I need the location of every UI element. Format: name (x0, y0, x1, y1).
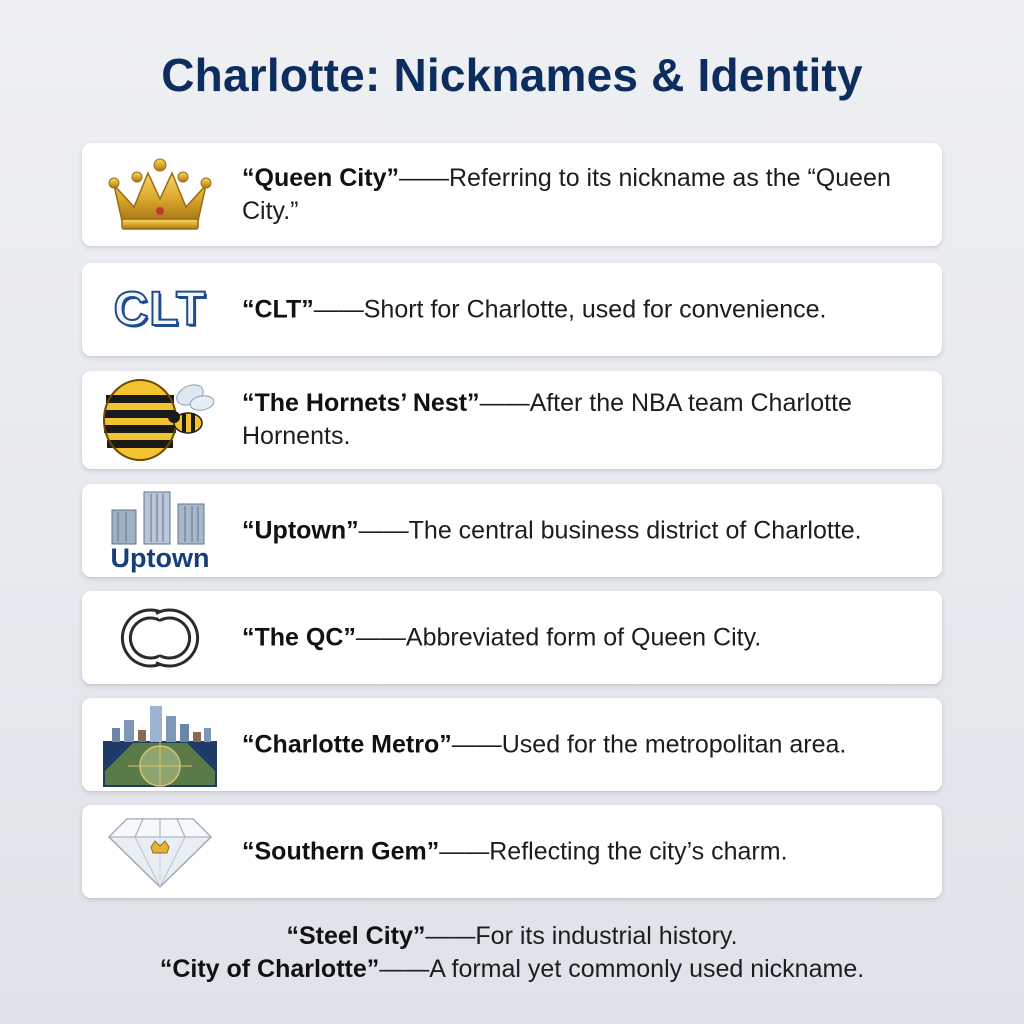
uptown-logo-text: Uptown (110, 542, 210, 573)
nickname-text (242, 162, 922, 228)
nickname-term: “City of Charlotte” (159, 955, 380, 983)
nickname-description: For its industrial history. (475, 922, 738, 950)
nickname-text (242, 293, 922, 326)
nickname-text (242, 835, 922, 868)
nickname-card-the-qc (82, 591, 942, 684)
clt-logo-text: CLT (113, 283, 207, 336)
nickname-text (242, 728, 922, 761)
nickname-description: The central business district of Charlotte. (408, 516, 862, 544)
nickname-card-queen-city (82, 143, 942, 246)
em-dash: —— (479, 389, 530, 417)
nickname-text (242, 621, 922, 654)
em-dash: —— (358, 516, 409, 544)
additional-nicknames (0, 920, 1024, 986)
em-dash: —— (398, 163, 449, 192)
nickname-description: A formal yet commonly used nickname. (429, 955, 865, 983)
nickname-term: “CLT” (242, 295, 314, 323)
em-dash: —— (313, 295, 364, 323)
diamond-icon (96, 806, 224, 898)
em-dash: —— (355, 623, 406, 651)
em-dash: —— (451, 730, 502, 758)
nickname-term: “The Hornets’ Nest” (242, 389, 480, 417)
nickname-term: “Steel City” (286, 922, 426, 950)
nickname-card-hornets-nest (82, 371, 942, 469)
nickname-description: Short for Charlotte, used for convenience. (363, 295, 827, 323)
nickname-term: “The QC” (242, 623, 356, 651)
clt-logo-icon (96, 264, 224, 356)
nickname-card-southern-gem (82, 805, 942, 898)
skyline-icon (96, 488, 224, 574)
nickname-term: “Southern Gem” (242, 837, 440, 865)
metro-map-icon (96, 699, 224, 791)
nickname-text (242, 514, 922, 547)
footer-line (0, 953, 1024, 986)
nickname-description: Referring to its nickname as the “Queen City.” (242, 163, 891, 225)
nickname-card-uptown (82, 484, 942, 577)
nickname-term: “Charlotte Metro” (242, 730, 452, 758)
hornet-nest-icon (96, 374, 224, 466)
crown-icon (96, 149, 224, 241)
nickname-text (242, 387, 922, 453)
em-dash: —— (425, 922, 476, 950)
nickname-description: Used for the metropolitan area. (501, 730, 847, 758)
nickname-description: Reflecting the city’s charm. (489, 837, 788, 865)
interlocking-c-icon (96, 592, 224, 684)
em-dash: —— (379, 955, 430, 983)
footer-line (0, 920, 1024, 953)
nickname-term: “Queen City” (242, 163, 399, 192)
em-dash: —— (439, 837, 490, 865)
nickname-description: After the NBA team Charlotte Hornents. (242, 389, 852, 450)
nickname-term: “Uptown” (242, 516, 359, 544)
nickname-card-charlotte-metro (82, 698, 942, 791)
page-title: Charlotte: Nicknames & Identity (161, 49, 863, 101)
nickname-description: Abbreviated form of Queen City. (405, 623, 762, 651)
nickname-card-clt (82, 263, 942, 356)
